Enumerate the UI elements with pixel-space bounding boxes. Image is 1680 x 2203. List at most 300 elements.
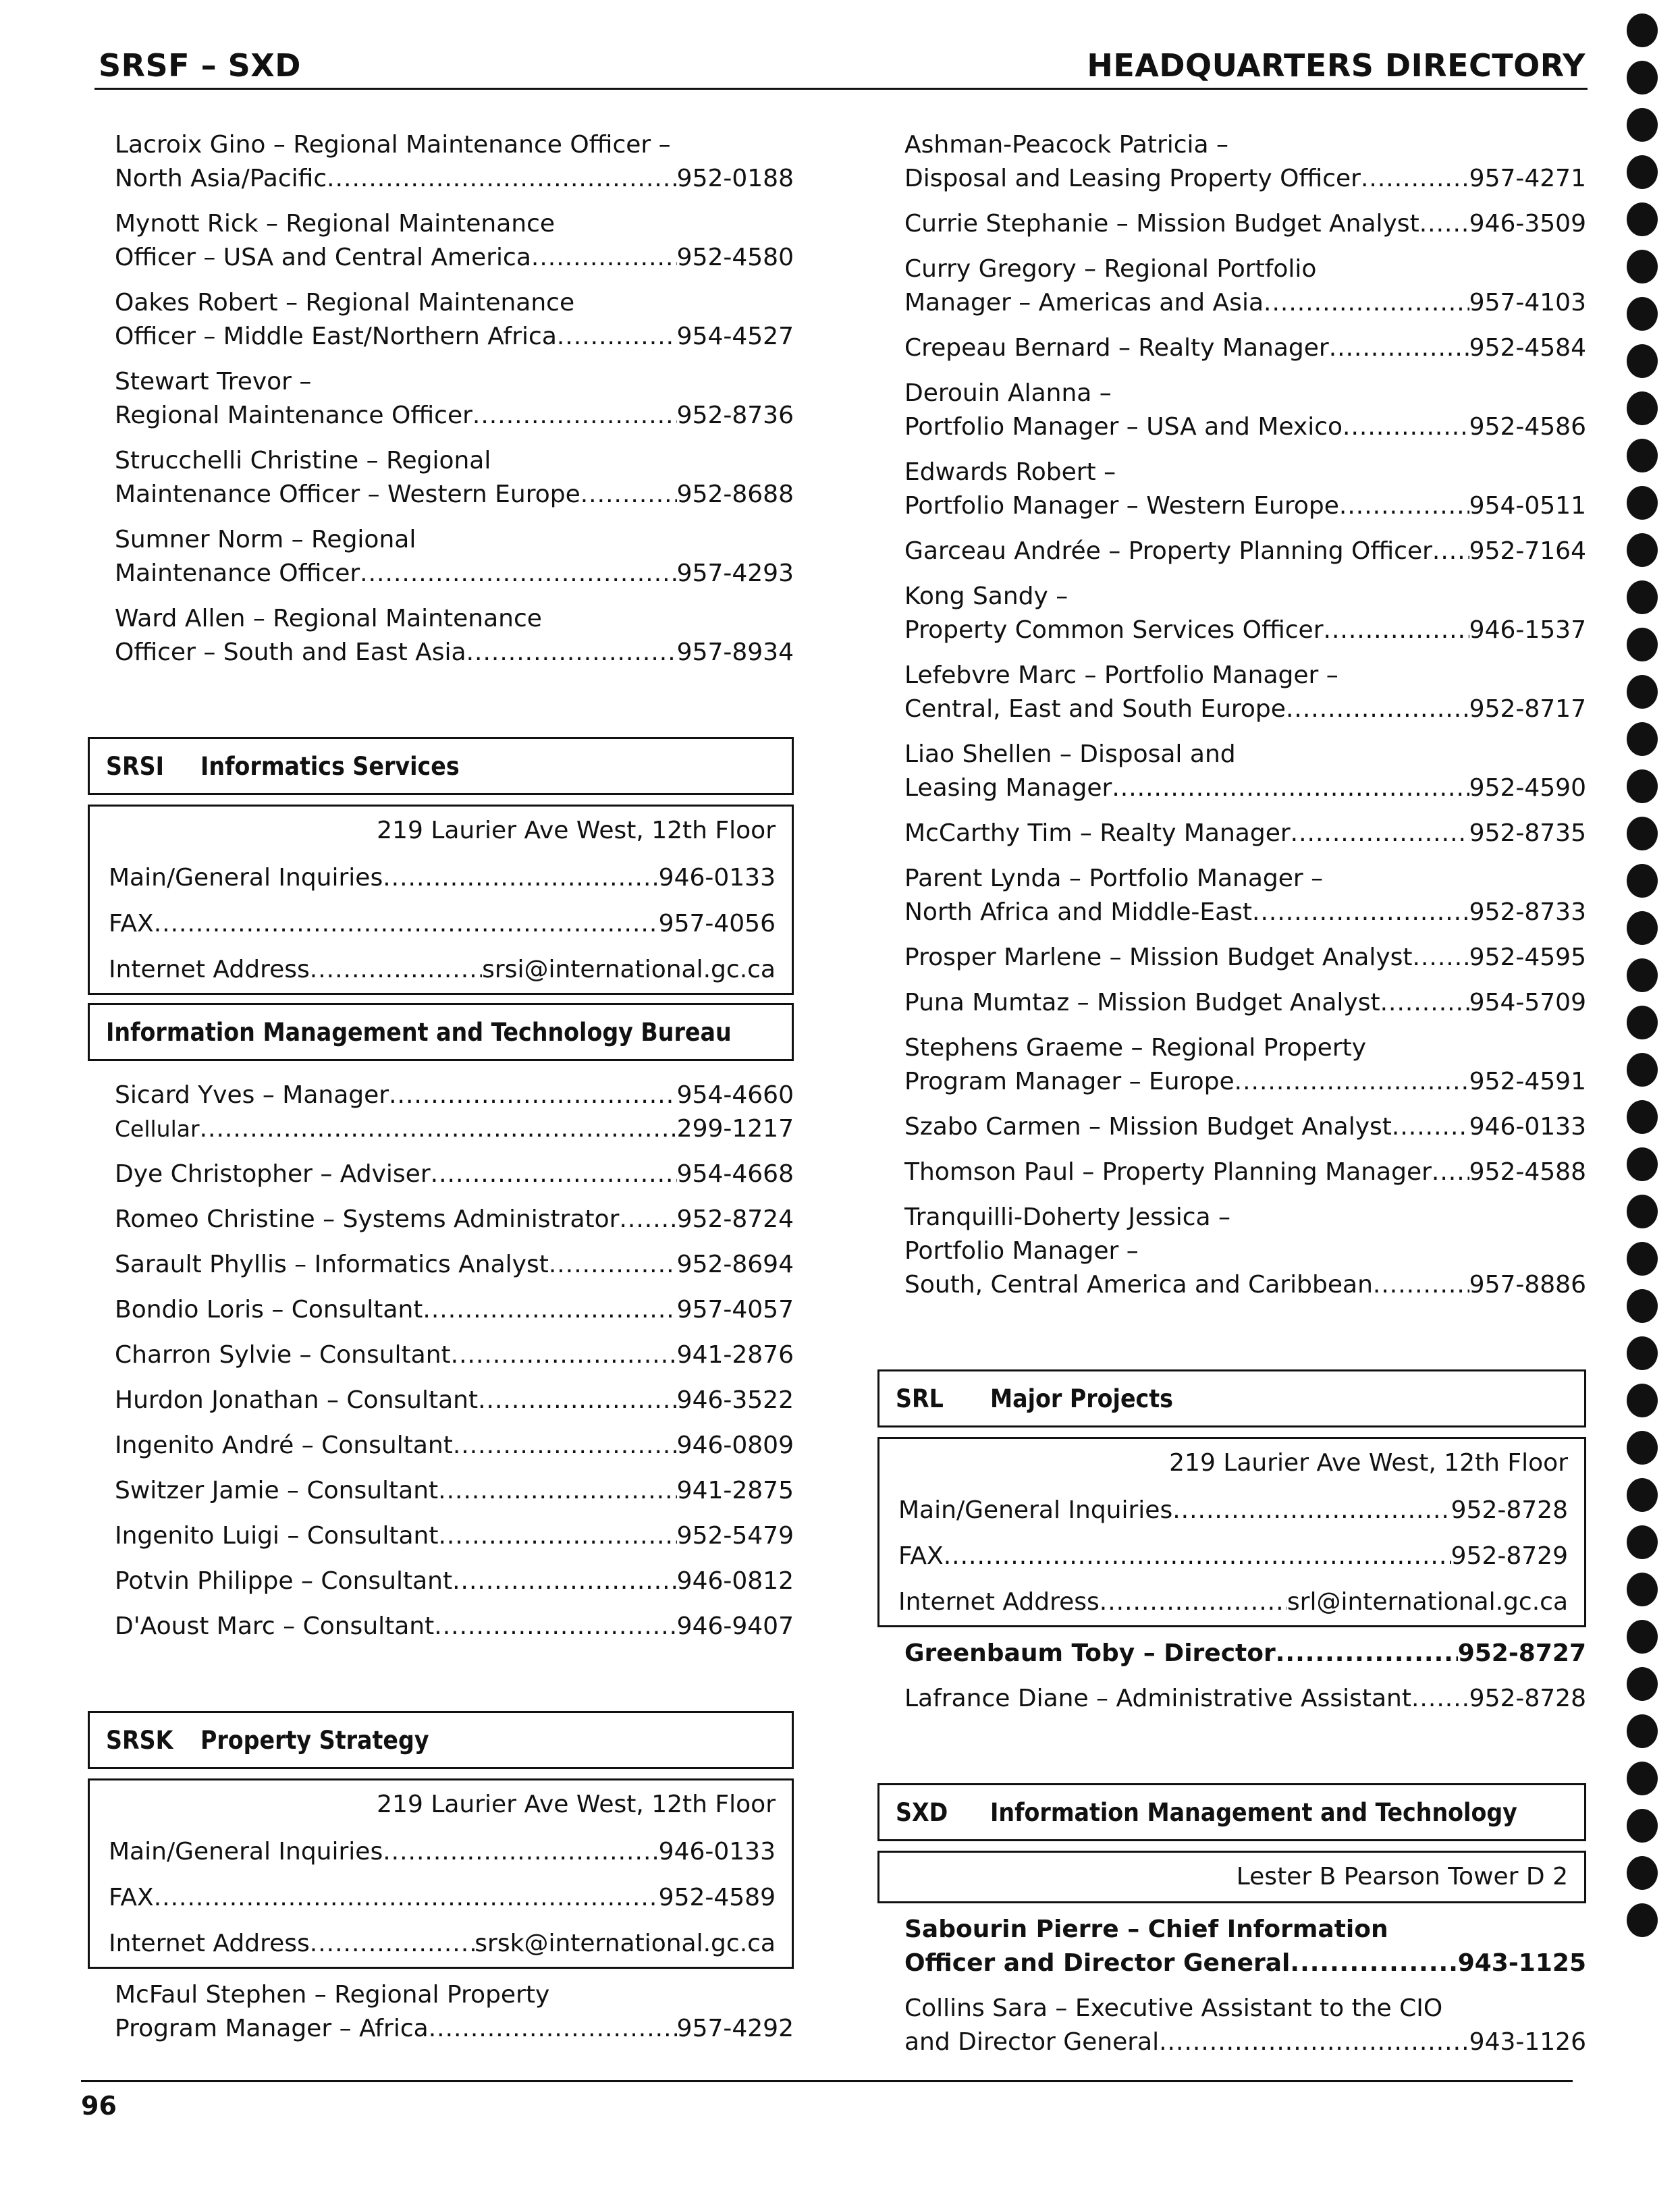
- dot-leader: [1291, 817, 1469, 850]
- entry-line: [904, 377, 1586, 410]
- phone-number: 952-4580: [676, 244, 794, 271]
- binder-hole-icon: [1627, 580, 1658, 614]
- dot-leader: [1112, 771, 1469, 805]
- entry-label: Portfolio Manager – Western Europe: [904, 492, 1339, 520]
- binder-hole-icon: [1627, 1903, 1658, 1937]
- directory-entry: [877, 252, 1586, 320]
- entry-line: [115, 1610, 794, 1643]
- entry-line: [115, 1158, 794, 1191]
- directory-entry: [88, 1158, 794, 1191]
- entry-label: Hurdon Jonathan – Consultant: [115, 1386, 479, 1414]
- fax: FAX ..... 952-4589: [109, 1880, 776, 1915]
- entry-label: Currie Stephanie – Mission Budget Analyst: [904, 210, 1419, 238]
- directory-entry: [88, 365, 794, 433]
- binder-hole-icon: [1627, 1573, 1658, 1606]
- directory-entry: [88, 523, 794, 591]
- phone-number: 946-0133: [1469, 1113, 1586, 1141]
- entry-line: [904, 738, 1586, 771]
- entry-label: Manager – Americas and Asia: [904, 289, 1264, 317]
- binder-hole-icon: [1627, 1714, 1658, 1748]
- directory-entry: [88, 602, 794, 670]
- header-left: SRSF – SXD: [99, 47, 301, 84]
- entry-label: McCarthy Tim – Realty Manager: [904, 819, 1291, 847]
- binder-hole-icon: [1627, 864, 1658, 898]
- phone-number: 946-3522: [676, 1386, 794, 1414]
- entry-line: [115, 1429, 794, 1463]
- directory-entry: [877, 659, 1586, 726]
- entry-line: [115, 523, 794, 557]
- phone-number: 957-4292: [676, 2015, 794, 2042]
- entry-line: [904, 1682, 1586, 1716]
- directory-entry: [88, 1565, 794, 1598]
- entry-line: [904, 207, 1586, 241]
- phone-number: 946-0812: [676, 1567, 794, 1595]
- entry-line: [115, 1338, 794, 1372]
- entry-line: [115, 207, 794, 241]
- dot-leader: [1413, 941, 1469, 975]
- binder-hole-icon: [1627, 1809, 1658, 1843]
- directory-entry: [88, 1384, 794, 1417]
- entry-label: Bondio Loris – Consultant: [115, 1296, 423, 1324]
- dot-leader: [1286, 692, 1469, 726]
- phone-number: 952-8688: [676, 481, 794, 508]
- main-inquiries: Main/General Inquiries ..... 946-0133: [109, 861, 776, 896]
- entry-line: [904, 1155, 1586, 1189]
- srl-section-header: [877, 1369, 1586, 1427]
- entry-label: Curry Gregory – Regional Portfolio: [904, 255, 1317, 283]
- binder-hole-icon: [1627, 344, 1658, 378]
- binder-hole-icon: [1627, 675, 1658, 709]
- fax: FAX ..... 957-4056: [109, 906, 776, 942]
- directory-entry: [88, 1338, 794, 1372]
- entry-line: [115, 286, 794, 320]
- section-code: SXD: [896, 1797, 948, 1827]
- dot-leader: [451, 1338, 677, 1372]
- entry-line: [115, 320, 794, 354]
- directory-entry: [88, 1429, 794, 1463]
- binder-hole-icon: [1627, 628, 1658, 661]
- entry-label: Stewart Trevor –: [115, 368, 312, 396]
- phone-number: 952-8735: [1469, 819, 1586, 847]
- directory-entry: [877, 1637, 1586, 1670]
- entry-line: [904, 410, 1586, 444]
- dot-leader: [423, 1293, 676, 1327]
- directory-entry: [88, 1079, 794, 1146]
- dot-leader: [429, 2012, 677, 2046]
- binder-hole-icon: [1627, 1053, 1658, 1087]
- entry-label: Ingenito André – Consultant: [115, 1432, 453, 1459]
- directory-entry: [88, 1203, 794, 1236]
- entry-line: [904, 659, 1586, 692]
- binder-hole-icon: [1627, 1289, 1658, 1323]
- binder-hole-icon: [1627, 1667, 1658, 1701]
- phone-number: 952-8733: [1469, 898, 1586, 926]
- entry-label: Ashman-Peacock Patricia –: [904, 131, 1229, 159]
- binder-hole-icon: [1627, 817, 1658, 850]
- entry-line: [115, 602, 794, 636]
- binder-hole-icon: [1627, 1147, 1658, 1181]
- phone-number: 957-8934: [676, 638, 794, 666]
- entry-line: [115, 1474, 794, 1508]
- entry-label: Maintenance Officer – Western Europe: [115, 481, 580, 508]
- entry-label: D'Aoust Marc – Consultant: [115, 1612, 435, 1640]
- entry-label: Officer – Middle East/Northern Africa: [115, 323, 557, 350]
- dot-leader: [431, 1158, 677, 1191]
- entry-label: Crepeau Bernard – Realty Manager: [904, 334, 1329, 362]
- phone-number: 957-4103: [1469, 289, 1586, 317]
- entry-line: [904, 489, 1586, 523]
- directory-entry: [877, 941, 1586, 975]
- phone-number: 952-4586: [1469, 413, 1586, 441]
- phone-number: 957-4293: [676, 560, 794, 587]
- directory-entry: [88, 1474, 794, 1508]
- dot-leader: [1235, 1065, 1469, 1099]
- directory-entry: [877, 207, 1586, 241]
- binder-hole-icon: [1627, 391, 1658, 425]
- dot-leader: [1290, 1947, 1457, 1980]
- entry-label: Potvin Philippe – Consultant: [115, 1567, 453, 1595]
- phone-number: 957-4057: [676, 1296, 794, 1324]
- entry-label: Officer – South and East Asia: [115, 638, 466, 666]
- entry-label: Strucchelli Christine – Regional: [115, 447, 491, 474]
- phone-number: 952-5479: [676, 1522, 794, 1550]
- directory-entry: [877, 738, 1586, 805]
- srsk-section-header: [88, 1711, 794, 1769]
- srsi-section-header: [88, 737, 794, 795]
- dot-leader: [1159, 2025, 1469, 2059]
- dot-leader: [531, 241, 677, 275]
- dot-leader: [438, 1519, 676, 1553]
- entry-label: Derouin Alanna –: [904, 379, 1112, 407]
- dot-leader: [478, 1384, 677, 1417]
- entry-line: [904, 580, 1586, 614]
- entry-line: [115, 1384, 794, 1417]
- binder-hole-icon: [1627, 1242, 1658, 1276]
- address: 219 Laurier Ave West, 12th Floor: [1169, 1449, 1568, 1477]
- srsk-contact-box: [88, 1778, 794, 1969]
- binder-hole-icon: [1627, 1431, 1658, 1465]
- address: 219 Laurier Ave West, 12th Floor: [377, 817, 776, 844]
- phone-number: 952-4595: [1469, 944, 1586, 971]
- sxd-section-header: [877, 1783, 1586, 1841]
- entry-label: Sicard Yves – Manager: [115, 1081, 389, 1109]
- entry-line: [904, 692, 1586, 726]
- entry-label: Prosper Marlene – Mission Budget Analyst: [904, 944, 1413, 971]
- entry-label: Lefebvre Marc – Portfolio Manager –: [904, 661, 1338, 689]
- directory-entry: [88, 1293, 794, 1327]
- entry-line: [115, 1112, 794, 1146]
- directory-entry: [877, 580, 1586, 647]
- entry-line: [904, 252, 1586, 286]
- entry-label: Mynott Rick – Regional Maintenance: [115, 210, 556, 238]
- directory-entry: [877, 377, 1586, 444]
- directory-entry: [877, 128, 1586, 196]
- phone-number: 941-2875: [676, 1477, 794, 1504]
- page-number: 96: [81, 2091, 117, 2121]
- dot-leader: [452, 1565, 677, 1598]
- fax: FAX ..... 952-8729: [898, 1539, 1568, 1574]
- phone-number: 952-8727: [1457, 1639, 1586, 1667]
- directory-entry: [877, 456, 1586, 523]
- sxd-staff-list: [877, 1913, 1586, 2059]
- entry-label: Szabo Carmen – Mission Budget Analyst: [904, 1113, 1392, 1141]
- entry-label: Stephens Graeme – Regional Property: [904, 1034, 1367, 1062]
- entry-line: [904, 614, 1586, 647]
- dot-leader: [580, 478, 677, 512]
- dot-leader: [1329, 331, 1469, 365]
- binder-hole-icon: [1627, 202, 1658, 236]
- entry-line: [115, 1248, 794, 1282]
- left-column: [88, 128, 794, 2046]
- entry-label: Switzer Jamie – Consultant: [115, 1477, 439, 1504]
- entry-label: Property Common Services Officer: [904, 616, 1324, 644]
- phone-number: 954-4527: [676, 323, 794, 350]
- phone-number: 957-4271: [1469, 165, 1586, 192]
- entry-label: Sumner Norm – Regional: [115, 526, 416, 553]
- entry-label: Central, East and South Europe: [904, 695, 1286, 723]
- entry-line: [904, 331, 1586, 365]
- main-inquiries: Main/General Inquiries ..... 946-0133: [109, 1834, 776, 1870]
- dot-leader: [1252, 896, 1469, 929]
- entry-line: [115, 478, 794, 512]
- srl-staff-list: [877, 1637, 1586, 1716]
- directory-entry: [88, 444, 794, 512]
- binder-hole-icon: [1627, 1856, 1658, 1890]
- header-rule: [94, 88, 1588, 90]
- sxd-address-box: [877, 1851, 1586, 1903]
- imtb-staff-list: [88, 1079, 794, 1643]
- directory-entry: [88, 128, 794, 196]
- entry-line: [904, 862, 1586, 896]
- entry-line: [904, 1110, 1586, 1144]
- section-code: SRSI: [106, 751, 164, 781]
- srl-contact-box: [877, 1437, 1586, 1627]
- entry-label: Disposal and Leasing Property Officer: [904, 165, 1361, 192]
- entry-line: [115, 2012, 794, 2046]
- binder-hole-icon: [1627, 1620, 1658, 1654]
- phone-number: 952-8694: [676, 1251, 794, 1278]
- entry-line: [115, 365, 794, 399]
- binder-hole-icon: [1627, 722, 1658, 756]
- phone-number: 946-1537: [1469, 616, 1586, 644]
- phone-number: 941-2876: [676, 1341, 794, 1369]
- entry-label: Maintenance Officer: [115, 560, 360, 587]
- entry-label: Lacroix Gino – Regional Maintenance Officer –: [115, 131, 671, 159]
- section-code: SRL: [896, 1384, 944, 1413]
- phone-number: 952-8724: [676, 1205, 794, 1233]
- phone-number: 952-8717: [1469, 695, 1586, 723]
- entry-label: Ward Allen – Regional Maintenance: [115, 605, 542, 632]
- entry-label: South, Central America and Caribbean: [904, 1271, 1373, 1299]
- dot-leader: [1276, 1637, 1458, 1670]
- binder-hole-icon: [1627, 439, 1658, 472]
- phone-number: 952-0188: [676, 165, 794, 192]
- entry-line: [115, 557, 794, 591]
- internet-address: Internet Address ..... srsk@international.gc.ca: [109, 1926, 776, 1961]
- entry-line: [115, 399, 794, 433]
- right-column: [877, 128, 1586, 2059]
- binder-hole-icon: [1627, 1762, 1658, 1795]
- entry-label: Kong Sandy –: [904, 582, 1068, 610]
- entry-label: Leasing Manager: [904, 774, 1112, 802]
- dot-leader: [1392, 1110, 1469, 1144]
- binder-hole-icon: [1627, 1525, 1658, 1559]
- entry-line: [115, 1293, 794, 1327]
- directory-entry: [88, 1978, 794, 2046]
- entry-label: Garceau Andrée – Property Planning Officer: [904, 537, 1432, 565]
- binder-hole-icon: [1627, 155, 1658, 189]
- entry-line: [904, 986, 1586, 1020]
- dot-leader: [549, 1248, 677, 1282]
- entry-label: Regional Maintenance Officer: [115, 402, 472, 429]
- main-inquiries: Main/General Inquiries ..... 952-8728: [898, 1493, 1568, 1528]
- internet-address: Internet Address ..... srl@international.gc.ca: [898, 1585, 1568, 1620]
- entry-label: Collins Sara – Executive Assistant to the CIO: [904, 1994, 1443, 2022]
- dot-leader: [1373, 1268, 1469, 1302]
- dot-leader: [1432, 1155, 1469, 1189]
- footer-rule: [81, 2080, 1573, 2082]
- directory-entry: [88, 1248, 794, 1282]
- dot-leader: [1419, 207, 1469, 241]
- entry-line: [904, 1031, 1586, 1065]
- entry-label: North Africa and Middle-East: [904, 898, 1253, 926]
- phone-number: 954-5709: [1469, 989, 1586, 1016]
- dot-leader: [200, 1112, 677, 1146]
- dot-leader: [1361, 162, 1469, 196]
- entry-line: [904, 817, 1586, 850]
- directory-entry: [877, 1201, 1586, 1302]
- entry-label: Charron Sylvie – Consultant: [115, 1341, 451, 1369]
- entry-line: [115, 1079, 794, 1112]
- binder-hole-icon: [1627, 486, 1658, 520]
- entry-line: [904, 456, 1586, 489]
- entry-label: McFaul Stephen – Regional Property: [115, 1981, 550, 2009]
- directory-entry: [88, 286, 794, 354]
- entry-label: Portfolio Manager – USA and Mexico: [904, 413, 1343, 441]
- entry-label: Portfolio Manager –: [904, 1237, 1139, 1265]
- directory-entry: [877, 1682, 1586, 1716]
- entry-label: Cellular: [115, 1116, 200, 1142]
- entry-line: [904, 1234, 1586, 1268]
- phone-number: 943-1125: [1457, 1949, 1586, 1977]
- entry-line: [904, 1201, 1586, 1234]
- directory-entry: [877, 331, 1586, 365]
- binder-hole-icon: [1627, 911, 1658, 945]
- dot-leader: [1432, 535, 1469, 568]
- directory-entry: [877, 1110, 1586, 1144]
- entry-label: Liao Shellen – Disposal and: [904, 740, 1236, 768]
- entry-label: Sabourin Pierre – Chief Information: [904, 1915, 1388, 1943]
- phone-number: 946-3509: [1469, 210, 1586, 238]
- srsi-contact-box: [88, 805, 794, 995]
- phone-number: 957-8886: [1469, 1271, 1586, 1299]
- binder-hole-icon: [1627, 108, 1658, 142]
- entry-label: and Director General: [904, 2028, 1160, 2056]
- directory-entry: [877, 1913, 1586, 1980]
- entry-line: [115, 128, 794, 162]
- binder-hole-icon: [1627, 533, 1658, 567]
- dot-leader: [1339, 489, 1469, 523]
- directory-entry: [877, 986, 1586, 1020]
- entry-line: [115, 241, 794, 275]
- section-title: Major Projects: [990, 1384, 1173, 1413]
- phone-number: 952-4588: [1469, 1158, 1586, 1186]
- entry-label: Program Manager – Africa: [115, 2015, 429, 2042]
- entry-label: Lafrance Diane – Administrative Assistant: [904, 1685, 1411, 1712]
- entry-line: [115, 1203, 794, 1236]
- section-title: Information Management and Technology Bureau: [106, 1017, 732, 1047]
- portfolio-list: [877, 128, 1586, 1302]
- entry-line: [115, 1565, 794, 1598]
- phone-number: 954-4660: [676, 1081, 794, 1109]
- dot-leader: [327, 162, 677, 196]
- directory-entry: [877, 1155, 1586, 1189]
- entry-label: Greenbaum Toby – Director: [904, 1639, 1276, 1667]
- dot-leader: [434, 1610, 676, 1643]
- directory-entry: [877, 535, 1586, 568]
- binder-hole-icon: [1627, 1195, 1658, 1228]
- dot-leader: [466, 636, 677, 670]
- phone-number: 954-0511: [1469, 492, 1586, 520]
- entry-line: [904, 1992, 1586, 2025]
- entry-line: [904, 1637, 1586, 1670]
- entry-line: [904, 535, 1586, 568]
- directory-entry: [88, 1610, 794, 1643]
- entry-label: Romeo Christine – Systems Administrator: [115, 1205, 620, 1233]
- binder-hole-icon: [1627, 13, 1658, 47]
- binder-hole-icon: [1627, 769, 1658, 803]
- dot-leader: [1380, 986, 1469, 1020]
- entry-line: [115, 636, 794, 670]
- entry-line: [115, 1978, 794, 2012]
- binder-hole-icon: [1627, 61, 1658, 94]
- section-title: Information Management and Technology: [990, 1797, 1517, 1827]
- entry-label: North Asia/Pacific: [115, 165, 327, 192]
- phone-number: 954-4668: [676, 1160, 794, 1188]
- phone-number: 943-1126: [1469, 2028, 1586, 2056]
- entry-label: Edwards Robert –: [904, 458, 1116, 486]
- directory-entry: [877, 862, 1586, 929]
- entry-line: [904, 1065, 1586, 1099]
- entry-line: [904, 896, 1586, 929]
- entry-label: Sarault Phyllis – Informatics Analyst: [115, 1251, 549, 1278]
- binder-hole-icon: [1627, 297, 1658, 331]
- maintenance-list: [88, 128, 794, 670]
- entry-line: [904, 771, 1586, 805]
- internet-address: Internet Address ..... srsi@international.gc.ca: [109, 952, 776, 987]
- entry-line: [115, 444, 794, 478]
- entry-label: Officer – USA and Central America: [115, 244, 531, 271]
- binder-hole-icon: [1627, 250, 1658, 283]
- dot-leader: [438, 1474, 677, 1508]
- srsk-staff-list: [88, 1978, 794, 2046]
- entry-label: Oakes Robert – Regional Maintenance: [115, 289, 575, 317]
- binder-hole-icon: [1627, 1100, 1658, 1134]
- header-right: HEADQUARTERS DIRECTORY: [1087, 47, 1586, 84]
- phone-number: 952-7164: [1469, 537, 1586, 565]
- dot-leader: [1264, 286, 1469, 320]
- phone-number: 952-4590: [1469, 774, 1586, 802]
- dot-leader: [472, 399, 677, 433]
- binder-hole-icon: [1627, 1384, 1658, 1417]
- dot-leader: [619, 1203, 676, 1236]
- binder-tab-strip: [1627, 13, 1662, 1951]
- entry-label: Dye Christopher – Adviser: [115, 1160, 431, 1188]
- phone-number: 299-1217: [676, 1115, 794, 1143]
- directory-entry: [877, 1031, 1586, 1099]
- entry-line: [904, 1913, 1586, 1947]
- entry-label: Ingenito Luigi – Consultant: [115, 1522, 439, 1550]
